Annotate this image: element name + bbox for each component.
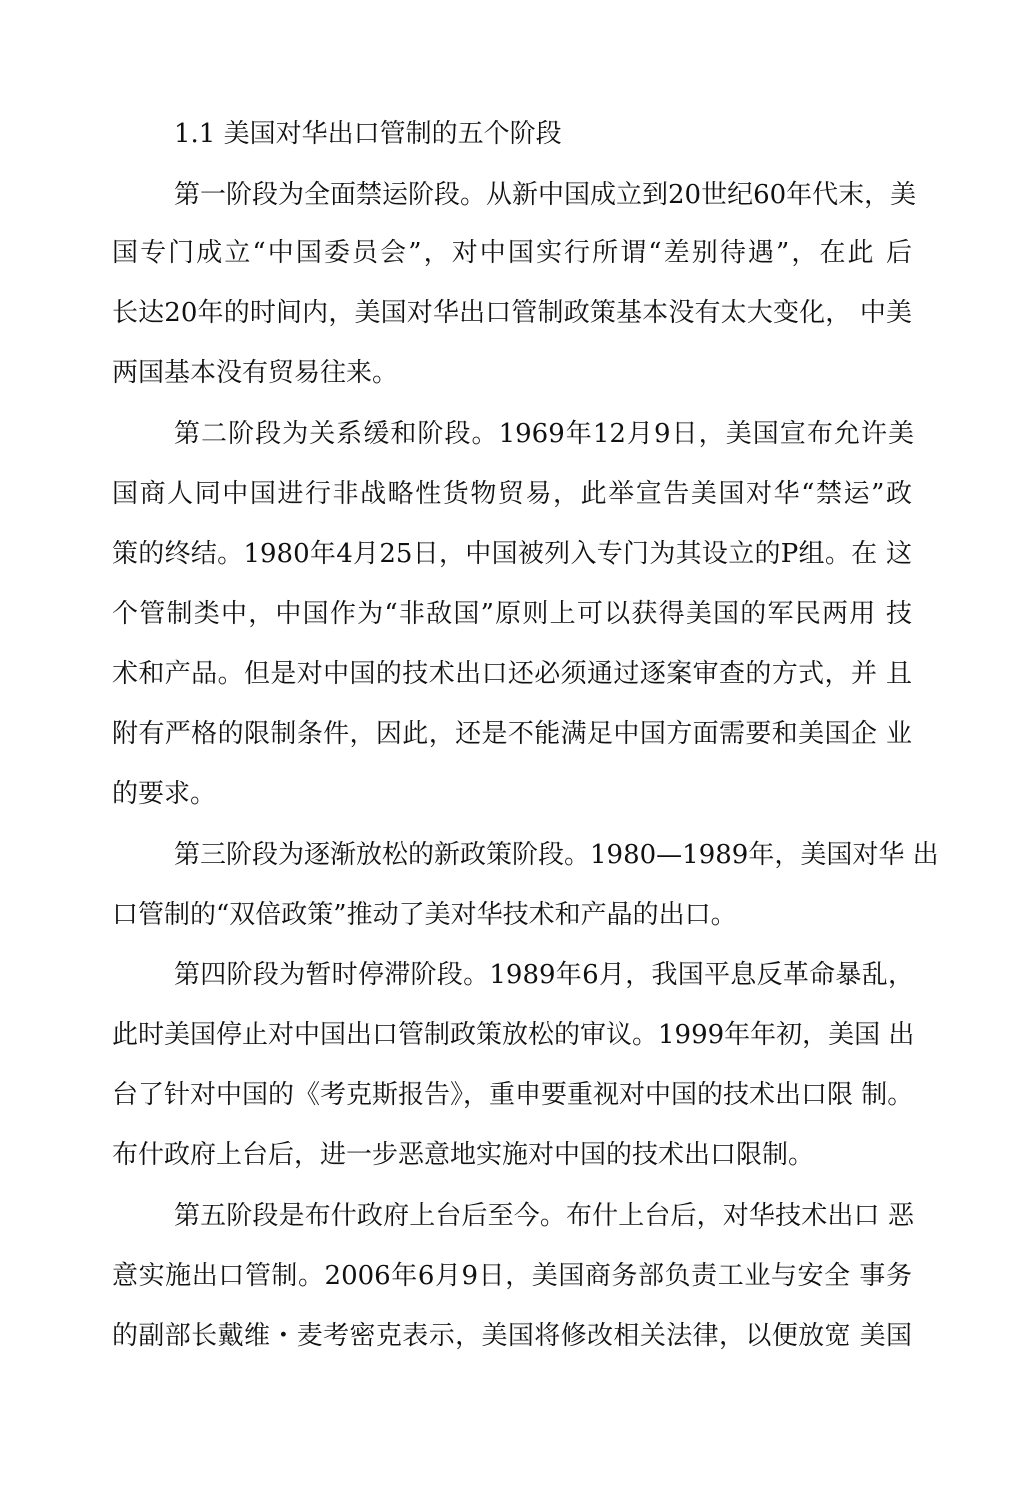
paragraph-5-line-2: 意实施出口管制。2006年6月9日，美国商务部负责工业与安全 事务 xyxy=(112,1261,912,1291)
paragraph-5-line-1: 第五阶段是布什政府上台后至今。布什上台后，对华技术出口 恶 xyxy=(174,1201,914,1231)
section-heading: 1.1 美国对华出口管制的五个阶段 xyxy=(174,119,562,149)
paragraph-2-line-3: 策的终结。1980年4月25日，中国被列入专门为其设立的P组。在 这 xyxy=(112,539,912,569)
paragraph-4-line-2: 此时美国停止对中国出口管制政策放松的审议。1999年年初，美国 出 xyxy=(112,1020,915,1050)
paragraph-4-line-3: 台了针对中国的《考克斯报告》，重申要重视对中国的技术出口限 制。 xyxy=(112,1080,914,1110)
paragraph-3-line-2: 口管制的“双倍政策”推动了美对华技术和产晶的出口。 xyxy=(112,900,737,930)
paragraph-2-line-5: 术和产品。但是对中国的技术出口还必须通过逐案审查的方式，并 且 xyxy=(112,659,912,689)
paragraph-5-line-3: 的副部长戴维・麦考密克表示，美国将修改相关法律，以便放宽 美国 xyxy=(112,1321,912,1351)
paragraph-2-line-4: 个管制类中，中国作为“非敌国”原则上可以获得美国的军民两用 技 xyxy=(112,599,912,629)
paragraph-1-line-2: 国专门成立“中国委员会”，对中国实行所谓“差别待遇”，在此 后 xyxy=(112,238,912,268)
paragraph-2-line-7: 的要求。 xyxy=(112,779,217,809)
paragraph-1-line-3: 长达20年的时间内，美国对华出口管制政策基本没有太大变化， 中美 xyxy=(112,298,912,328)
paragraph-2-line-6: 附有严格的限制条件，因此，还是不能满足中国方面需要和美国企 业 xyxy=(112,719,912,749)
paragraph-1-line-1: 第一阶段为全面禁运阶段。从新中国成立到20世纪60年代末，美 xyxy=(174,180,917,210)
paragraph-2-line-2: 国商人同中国进行非战略性货物贸易，此举宣告美国对华“禁运”政 xyxy=(112,479,912,509)
paragraph-4-line-1: 第四阶段为暂时停滞阶段。1989年6月，我国平息反革命暴乱， xyxy=(174,960,914,990)
paragraph-2-line-1: 第二阶段为关系缓和阶段。1969年12月9日，美国宣布允许美 xyxy=(174,419,914,449)
paragraph-1-line-4: 两国基本没有贸易往来。 xyxy=(112,358,399,388)
paragraph-4-line-4: 布什政府上台后，进一步恶意地实施对中国的技术出口限制。 xyxy=(112,1140,815,1170)
paragraph-3-line-1: 第三阶段为逐渐放松的新政策阶段。1980—1989年，美国对华 出 xyxy=(174,840,939,870)
